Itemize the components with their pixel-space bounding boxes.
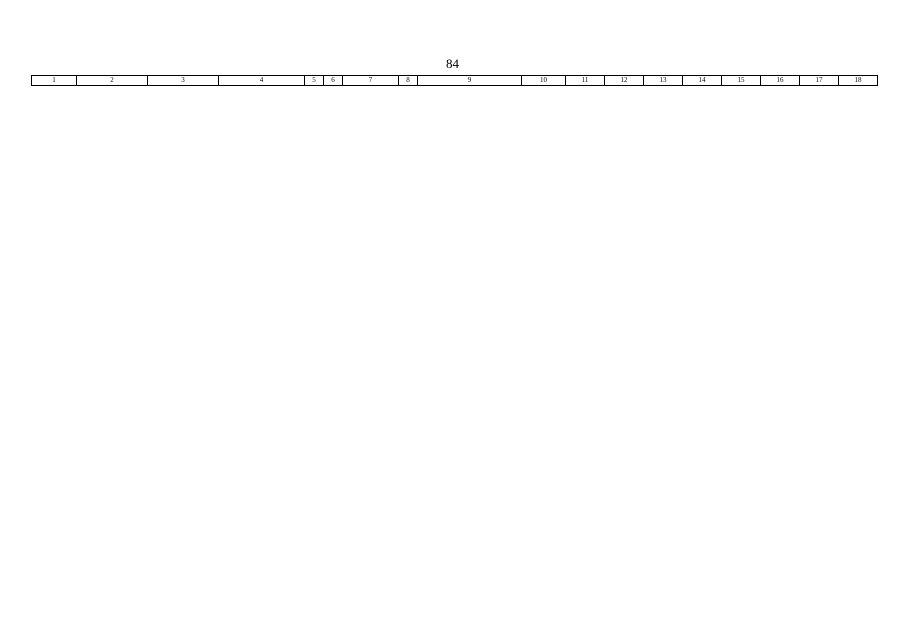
column-number-3: 3: [148, 76, 219, 86]
column-number-9: 9: [418, 76, 522, 86]
column-number-17: 17: [800, 76, 839, 86]
column-number-7: 7: [343, 76, 399, 86]
budget-table: [31, 75, 878, 86]
column-number-8: 8: [399, 76, 418, 86]
header-row: [32, 76, 878, 86]
column-number-6: 6: [324, 76, 343, 86]
column-number-1: 1: [32, 76, 77, 86]
column-number-16: 16: [761, 76, 800, 86]
budget-table-container: [31, 75, 873, 86]
column-number-10: 10: [522, 76, 566, 86]
column-number-13: 13: [644, 76, 683, 86]
column-number-14: 14: [683, 76, 722, 86]
column-number-15: 15: [722, 76, 761, 86]
column-number-11: 11: [566, 76, 605, 86]
column-number-2: 2: [77, 76, 148, 86]
column-number-5: 5: [305, 76, 324, 86]
column-number-4: 4: [219, 76, 305, 86]
page-number: 84: [446, 56, 459, 71]
column-number-18: 18: [839, 76, 878, 86]
column-number-12: 12: [605, 76, 644, 86]
